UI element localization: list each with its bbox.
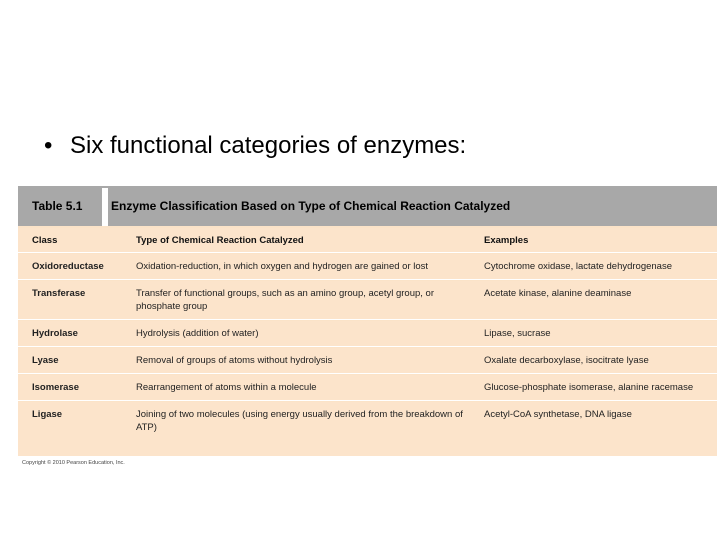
row-reaction: Removal of groups of atoms without hydrolysis xyxy=(136,355,333,366)
row-examples: Glucose-phosphate isomerase, alanine racemase xyxy=(484,382,694,393)
row-reaction: Rearrangement of atoms within a molecule xyxy=(136,382,317,393)
row-class: Oxidoreductase xyxy=(32,261,104,272)
table-row xyxy=(18,402,717,456)
row-examples: Oxalate decarboxylase, isocitrate lyase xyxy=(484,355,649,366)
table-row xyxy=(18,321,717,347)
row-examples: Acetyl-CoA synthetase, DNA ligase xyxy=(484,409,632,420)
row-class: Transferase xyxy=(32,288,86,299)
header-divider xyxy=(102,188,108,226)
row-reaction: Oxidation-reduction, in which oxygen and hydrogen are gained or lost xyxy=(136,261,429,272)
column-header-row xyxy=(18,228,717,253)
row-examples: Cytochrome oxidase, lactate dehydrogenase xyxy=(484,261,673,272)
row-examples: Acetate kinase, alanine deaminase xyxy=(484,288,632,299)
bullet-point xyxy=(44,132,466,160)
table-row xyxy=(18,254,717,280)
row-class: Ligase xyxy=(32,409,63,420)
row-reaction: Joining of two molecules (using energy usually derived from the breakdown of ATP) xyxy=(136,409,463,433)
table-row xyxy=(18,375,717,401)
table-row xyxy=(18,281,717,320)
column-header-examples: Examples xyxy=(484,235,529,246)
bullet-text: Six functional categories of enzymes: xyxy=(70,132,467,159)
table-title: Enzyme Classification Based on Type of Chemical Reaction Catalyzed xyxy=(111,199,511,213)
table-header-bar xyxy=(18,186,717,226)
bullet-dot-icon: • xyxy=(44,132,53,159)
column-header-class: Class xyxy=(32,235,58,246)
copyright-notice: Copyright © 2010 Pearson Education, Inc. xyxy=(22,460,125,466)
column-header-reaction: Type of Chemical Reaction Catalyzed xyxy=(136,235,304,246)
table-number: Table 5.1 xyxy=(32,199,83,213)
row-reaction: Transfer of functional groups, such as an amino group, acetyl group, or phosphate group xyxy=(136,288,435,312)
table-row xyxy=(18,348,717,374)
row-reaction: Hydrolysis (addition of water) xyxy=(136,328,259,339)
row-class: Lyase xyxy=(32,355,59,366)
enzyme-classification-table xyxy=(18,186,717,456)
row-class: Isomerase xyxy=(32,382,80,393)
row-examples: Lipase, sucrase xyxy=(484,328,551,339)
row-class: Hydrolase xyxy=(32,328,78,339)
